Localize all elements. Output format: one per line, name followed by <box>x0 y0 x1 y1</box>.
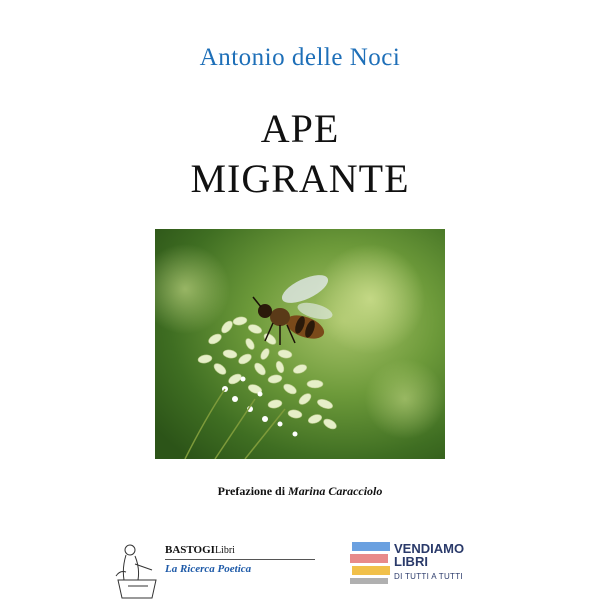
publisher-divider <box>165 559 315 560</box>
publisher-name-main: BASTOGI <box>165 544 215 556</box>
badge-line-2: LIBRI <box>394 554 428 569</box>
badge-line-1: VENDIAMO <box>394 541 465 556</box>
book-stack-icon <box>348 540 392 586</box>
preface-credit <box>0 484 600 499</box>
book-title <box>0 104 600 204</box>
cover-photo-bee-on-flowers <box>155 229 445 459</box>
preface-prefix: Prefazione di <box>217 484 286 498</box>
publisher-name-suffix: Libri <box>214 545 235 556</box>
title-line-2: MIGRANTE <box>190 156 410 201</box>
preface-author: Marina Caracciolo <box>288 484 383 498</box>
publisher-name <box>165 544 315 556</box>
publisher-block <box>165 544 315 575</box>
writer-figure-icon <box>108 540 164 600</box>
series-name: La Ricerca Poetica <box>165 563 252 575</box>
badge-text <box>394 542 464 568</box>
author-name: Antonio delle Noci <box>199 44 401 71</box>
badge-tagline: DI TUTTI A TUTTI <box>394 572 463 581</box>
title-line-1: APE <box>260 106 340 151</box>
vendiamo-libri-badge <box>348 540 488 590</box>
